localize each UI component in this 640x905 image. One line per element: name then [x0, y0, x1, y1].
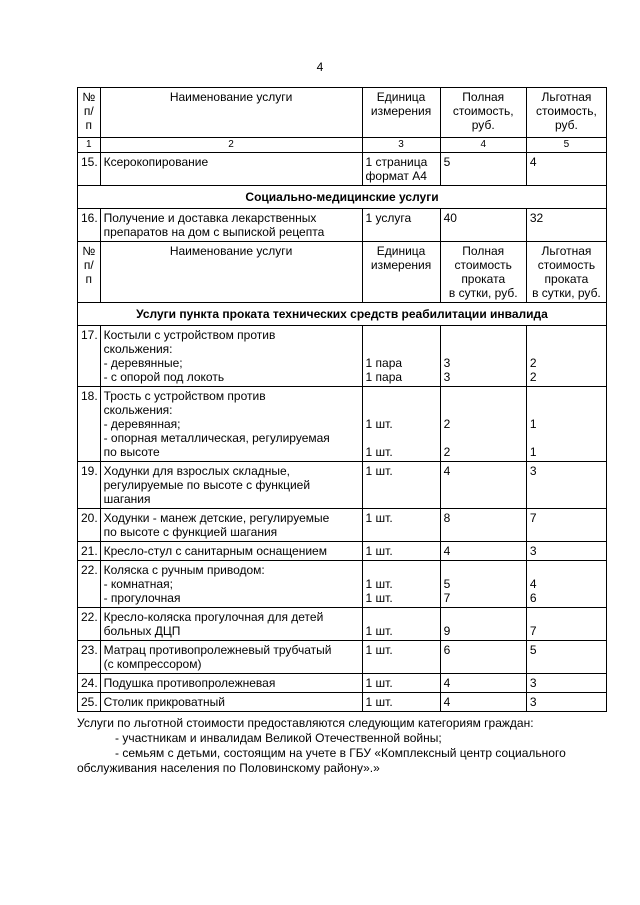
- discount-price: 3: [526, 674, 606, 693]
- row-number: 16.: [78, 209, 101, 242]
- full-price: 2 2: [440, 387, 526, 462]
- discount-price: 32: [526, 209, 606, 242]
- section-title: Услуги пункта проката технических средств реабилитации инвалида: [78, 303, 607, 326]
- table-row: [78, 509, 607, 542]
- service-name: Матрац противопролежневый трубчатый (с компрессором): [100, 641, 362, 674]
- service-name: Трость с устройством против скольжения: - деревянная; - опорная металлическая, регулируемая по высоте: [100, 387, 362, 462]
- services-table: [77, 87, 607, 712]
- discount-price: 3: [526, 462, 606, 509]
- column-index: 1: [78, 138, 101, 153]
- service-unit: 1 услуга: [362, 209, 440, 242]
- discount-price: 7: [526, 509, 606, 542]
- row-number: 18.: [78, 387, 101, 462]
- header-full-price: Полная стоимость, руб.: [440, 88, 526, 138]
- service-name: Ходунки для взрослых складные, регулируемые по высоте с функцией шагания: [100, 462, 362, 509]
- table-row: [78, 561, 607, 608]
- table-row: [78, 153, 607, 186]
- service-unit: 1 пара 1 пара: [362, 326, 440, 387]
- discount-price: 2 2: [526, 326, 606, 387]
- header-unit: Единица измерения: [362, 88, 440, 138]
- header-discount-price: Льготная стоимость, руб.: [526, 88, 606, 138]
- row-number: 20.: [78, 509, 101, 542]
- header-full-price: Полная стоимость проката в сутки, руб.: [440, 242, 526, 303]
- header-unit: Единица измерения: [362, 242, 440, 303]
- service-name: Подушка противопролежневая: [100, 674, 362, 693]
- service-unit: 1 шт.: [362, 542, 440, 561]
- table-row: [78, 209, 607, 242]
- row-number: 19.: [78, 462, 101, 509]
- table-row: [78, 608, 607, 641]
- table-row: [78, 326, 607, 387]
- discount-price: 3: [526, 693, 606, 712]
- column-index: 5: [526, 138, 606, 153]
- service-unit: 1 шт. 1 шт.: [362, 387, 440, 462]
- header-num: № п/п: [78, 88, 101, 138]
- full-price: 5: [440, 153, 526, 186]
- row-number: 22.: [78, 608, 101, 641]
- discount-price: 3: [526, 542, 606, 561]
- table-row: [78, 387, 607, 462]
- service-name: Получение и доставка лекарственных препаратов на дом с выпиской рецепта: [100, 209, 362, 242]
- service-unit: 1 шт. 1 шт.: [362, 561, 440, 608]
- full-price: 6: [440, 641, 526, 674]
- service-name: Ходунки - манеж детские, регулируемые по высоте с функцией шагания: [100, 509, 362, 542]
- service-unit: 1 шт.: [362, 509, 440, 542]
- page-number: 4: [316, 60, 324, 74]
- full-price: 3 3: [440, 326, 526, 387]
- footer-intro: Услуги по льготной стоимости предоставляются следующим категориям граждан:: [77, 716, 534, 730]
- service-name: Столик прикроватный: [100, 693, 362, 712]
- row-number: 15.: [78, 153, 101, 186]
- rental-rows: [78, 326, 607, 712]
- service-name: Костыли с устройством против скольжения: - деревянные; - с опорой под локоть: [100, 326, 362, 387]
- footer-note: [77, 716, 617, 776]
- section-title: Социально-медицинские услуги: [78, 186, 607, 209]
- discount-price: 5: [526, 641, 606, 674]
- full-price: 4: [440, 674, 526, 693]
- table-row: [78, 693, 607, 712]
- discount-price: 1 1: [526, 387, 606, 462]
- service-name: Кресло-стул с санитарным оснащением: [100, 542, 362, 561]
- service-unit: 1 шт.: [362, 674, 440, 693]
- header-discount-price: Льготная стоимость проката в сутки, руб.: [526, 242, 606, 303]
- table-header-row: [78, 242, 607, 303]
- service-unit: 1 шт.: [362, 693, 440, 712]
- footer-item: - участникам и инвалидам Великой Отечественной войны;: [115, 731, 442, 745]
- discount-price: 4 6: [526, 561, 606, 608]
- column-index: 4: [440, 138, 526, 153]
- column-index-row: [78, 138, 607, 153]
- service-unit: 1 страница формат А4: [362, 153, 440, 186]
- full-price: 8: [440, 509, 526, 542]
- service-unit: 1 шт.: [362, 641, 440, 674]
- row-number: 25.: [78, 693, 101, 712]
- header-name: Наименование услуги: [100, 242, 362, 303]
- service-name: Кресло-коляска прогулочная для детей больных ДЦП: [100, 608, 362, 641]
- row-number: 22.: [78, 561, 101, 608]
- footer-item: - семьям с детьми, состоящим на учете в ГБУ «Комплексный центр социального обслуживания населения по Половинскому району».»: [77, 746, 566, 775]
- row-number: 23.: [78, 641, 101, 674]
- discount-price: 4: [526, 153, 606, 186]
- column-index: 3: [362, 138, 440, 153]
- header-name: Наименование услуги: [100, 88, 362, 138]
- table-row: [78, 674, 607, 693]
- full-price: 4: [440, 693, 526, 712]
- table-row: [78, 641, 607, 674]
- discount-price: 7: [526, 608, 606, 641]
- section-row: [78, 303, 607, 326]
- service-unit: 1 шт.: [362, 462, 440, 509]
- full-price: 9: [440, 608, 526, 641]
- column-index: 2: [100, 138, 362, 153]
- service-unit: 1 шт.: [362, 608, 440, 641]
- row-number: 21.: [78, 542, 101, 561]
- section-row: [78, 186, 607, 209]
- row-number: 17.: [78, 326, 101, 387]
- table-row: [78, 462, 607, 509]
- full-price: 5 7: [440, 561, 526, 608]
- row-number: 24.: [78, 674, 101, 693]
- table-header-row: [78, 88, 607, 138]
- header-num: № п/п: [78, 242, 101, 303]
- service-name: Коляска с ручным приводом: - комнатная; - прогулочная: [100, 561, 362, 608]
- full-price: 4: [440, 542, 526, 561]
- full-price: 40: [440, 209, 526, 242]
- full-price: 4: [440, 462, 526, 509]
- table-row: [78, 542, 607, 561]
- service-name: Ксерокопирование: [100, 153, 362, 186]
